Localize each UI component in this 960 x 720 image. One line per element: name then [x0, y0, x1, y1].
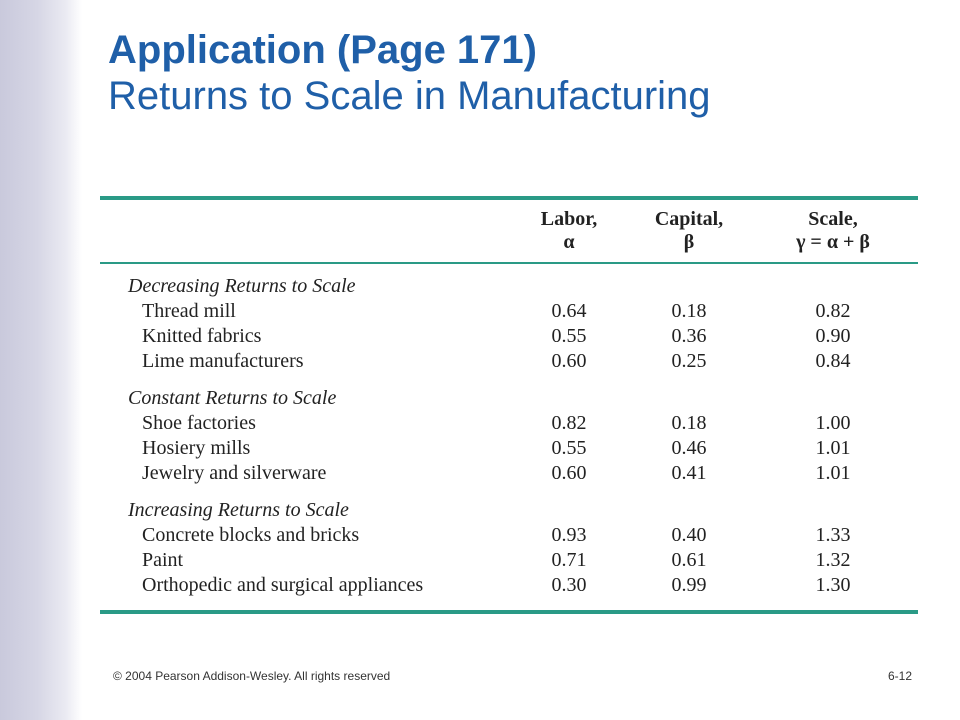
- labor-value: 0.71: [551, 549, 587, 571]
- header-labor: [508, 208, 630, 254]
- industry-name: Thread mill: [142, 300, 236, 322]
- capital-value: 0.18: [671, 300, 707, 322]
- industry-name: Shoe factories: [142, 412, 256, 434]
- group-constant: [100, 386, 918, 486]
- title-line-2: Returns to Scale in Manufacturing: [108, 74, 711, 118]
- industry-name: Knitted fabrics: [142, 325, 262, 347]
- header-scale-label: Scale,: [808, 208, 858, 230]
- labor-value: 0.60: [551, 462, 587, 484]
- scale-value: 1.01: [815, 437, 851, 459]
- capital-value: 0.46: [671, 437, 707, 459]
- industry-name: Concrete blocks and bricks: [142, 524, 360, 546]
- scale-value: 0.90: [815, 325, 851, 347]
- capital-value: 0.36: [671, 325, 707, 347]
- labor-value: 0.55: [551, 437, 587, 459]
- group-decreasing: [100, 274, 918, 374]
- capital-value: 0.41: [671, 462, 707, 484]
- footer-page-number: 6-12: [887, 669, 912, 683]
- industry-name: Hosiery mills: [142, 437, 251, 459]
- table-row: [100, 324, 918, 349]
- industry-name: Paint: [142, 549, 184, 571]
- title-line-1: Application (Page 171): [108, 28, 537, 72]
- capital-value: 0.99: [671, 574, 707, 596]
- industry-name: Jewelry and silverware: [142, 462, 327, 484]
- table-bottom-rule: [100, 610, 918, 614]
- industry-name: Lime manufacturers: [142, 350, 304, 372]
- table-row: [100, 461, 918, 486]
- group-title: Constant Returns to Scale: [128, 387, 337, 409]
- table-row: [100, 573, 918, 598]
- header-capital-symbol: β: [683, 231, 695, 253]
- returns-to-scale-table: [100, 196, 918, 614]
- side-decoration-strip: [0, 0, 82, 720]
- scale-value: 1.33: [815, 524, 851, 546]
- table-body: [100, 264, 918, 598]
- group-title: Increasing Returns to Scale: [128, 499, 349, 521]
- scale-value: 0.82: [815, 300, 851, 322]
- scale-value: 1.00: [815, 412, 851, 434]
- table-header-row: [100, 200, 918, 262]
- labor-value: 0.55: [551, 325, 587, 347]
- labor-value: 0.64: [551, 300, 587, 322]
- header-scale: [748, 208, 918, 254]
- scale-value: 1.01: [815, 462, 851, 484]
- table-row: [100, 523, 918, 548]
- labor-value: 0.93: [551, 524, 587, 546]
- header-labor-symbol: α: [563, 231, 575, 253]
- table-row: [100, 299, 918, 324]
- group-increasing: [100, 498, 918, 598]
- header-capital-label: Capital,: [654, 208, 724, 230]
- table-row: [100, 436, 918, 461]
- labor-value: 0.30: [551, 574, 587, 596]
- header-scale-formula: γ = α + β: [796, 231, 870, 253]
- table-row: [100, 548, 918, 573]
- labor-value: 0.82: [551, 412, 587, 434]
- labor-value: 0.60: [551, 350, 587, 372]
- industry-name: Orthopedic and surgical appliances: [142, 574, 424, 596]
- slide-title: [108, 30, 711, 116]
- capital-value: 0.25: [671, 350, 707, 372]
- table-row: [100, 411, 918, 436]
- capital-value: 0.61: [671, 549, 707, 571]
- footer-copyright: © 2004 Pearson Addison-Wesley. All rights reserved: [113, 669, 391, 683]
- capital-value: 0.18: [671, 412, 707, 434]
- group-title: Decreasing Returns to Scale: [128, 275, 356, 297]
- scale-value: 1.30: [815, 574, 851, 596]
- table-row: [100, 349, 918, 374]
- header-labor-label: Labor,: [540, 208, 598, 230]
- header-capital: [630, 208, 748, 254]
- scale-value: 0.84: [815, 350, 851, 372]
- capital-value: 0.40: [671, 524, 707, 546]
- scale-value: 1.32: [815, 549, 851, 571]
